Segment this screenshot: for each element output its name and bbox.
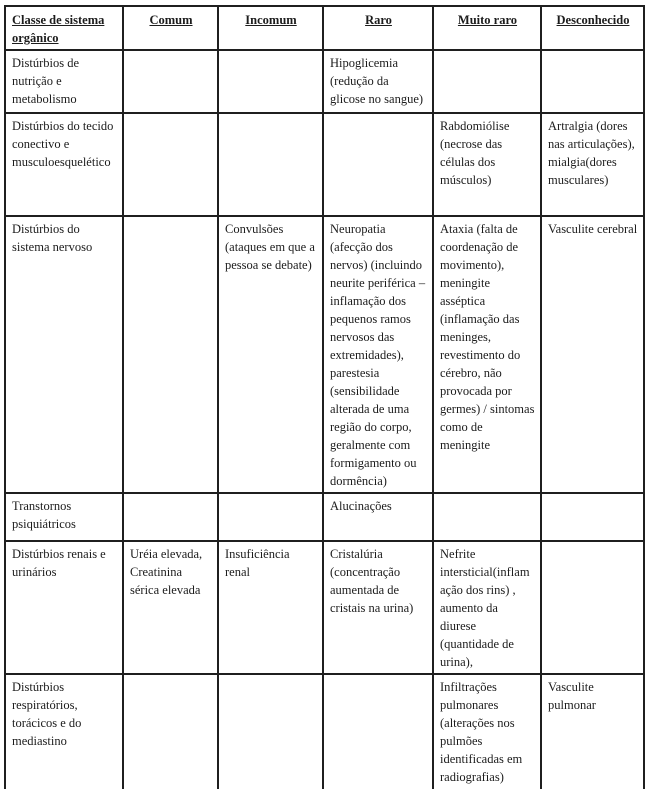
column-header-raro: Raro (323, 6, 433, 50)
table-cell (433, 493, 541, 541)
table-cell: Nefrite intersticial(inflamação dos rins) , aumento da diurese (quantidade de urina), (433, 541, 541, 674)
table-cell (123, 674, 218, 789)
table-cell (433, 50, 541, 113)
table-cell (123, 216, 218, 493)
table-cell (218, 493, 323, 541)
table-row-renais (5, 541, 644, 674)
table-cell (123, 50, 218, 113)
table-cell: Convulsões (ataques em que a pessoa se debate) (218, 216, 323, 493)
table-cell (218, 674, 323, 789)
table-cell: Alucinações (323, 493, 433, 541)
table-cell: Neuropatia (afecção dos nervos) (incluindo neurite periférica – inflamação dos pequenos ramos nervosos das extremidades), parestesia (sensibilidade alterada de uma região do corpo, geralmente com formigamento ou dormência) (323, 216, 433, 493)
table-cell: Hipoglicemia (redução da glicose no sangue) (323, 50, 433, 113)
table-cell: Distúrbios renais e urinários (5, 541, 123, 674)
table-cell: Distúrbios respiratórios, torácicos e do mediastino (5, 674, 123, 789)
table-cell (541, 493, 644, 541)
table-cell (323, 113, 433, 216)
table-cell (323, 674, 433, 789)
table-cell (218, 50, 323, 113)
column-header-classe: Classe de sistema orgânico (5, 6, 123, 50)
table-cell: Cristalúria (concentração aumentada de cristais na urina) (323, 541, 433, 674)
table-row-psiquiatricos (5, 493, 644, 541)
table-cell: Infiltrações pulmonares (alterações nos pulmões identificadas em radiografias) (433, 674, 541, 789)
adverse-reactions-table (4, 5, 645, 789)
table-cell: Insuficiência renal (218, 541, 323, 674)
table-row-sistema-nervoso (5, 216, 644, 493)
table-cell: Vasculite pulmonar (541, 674, 644, 789)
table-cell: Rabdomiólise (necrose das células dos músculos) (433, 113, 541, 216)
table-row-respiratorios (5, 674, 644, 789)
column-header-desconhecido: Desconhecido (541, 6, 644, 50)
table-cell: Transtornos psiquiátricos (5, 493, 123, 541)
table-cell: Ataxia (falta de coordenação de movimento), meningite asséptica (inflamação das meninges, revestimento do cérebro, não provocada por germes) / sintomas como de meningite (433, 216, 541, 493)
table-cell (541, 541, 644, 674)
column-header-muito-raro: Muito raro (433, 6, 541, 50)
table-row-nutricao (5, 50, 644, 113)
table-row-tecido-conectivo (5, 113, 644, 216)
table-cell: Vasculite cerebral (541, 216, 644, 493)
table-cell: Distúrbios do sistema nervoso (5, 216, 123, 493)
table-cell: Distúrbios do tecido conectivo e musculoesquelético (5, 113, 123, 216)
table-cell: Distúrbios de nutrição e metabolismo (5, 50, 123, 113)
column-header-comum: Comum (123, 6, 218, 50)
table-cell: Artralgia (dores nas articulações), mialgia(dores musculares) (541, 113, 644, 216)
table-cell (218, 113, 323, 216)
table-cell (541, 50, 644, 113)
table-cell (123, 113, 218, 216)
column-header-incomum: Incomum (218, 6, 323, 50)
header-row (5, 6, 644, 50)
table-cell (123, 493, 218, 541)
table-cell: Uréia elevada, Creatinina sérica elevada (123, 541, 218, 674)
